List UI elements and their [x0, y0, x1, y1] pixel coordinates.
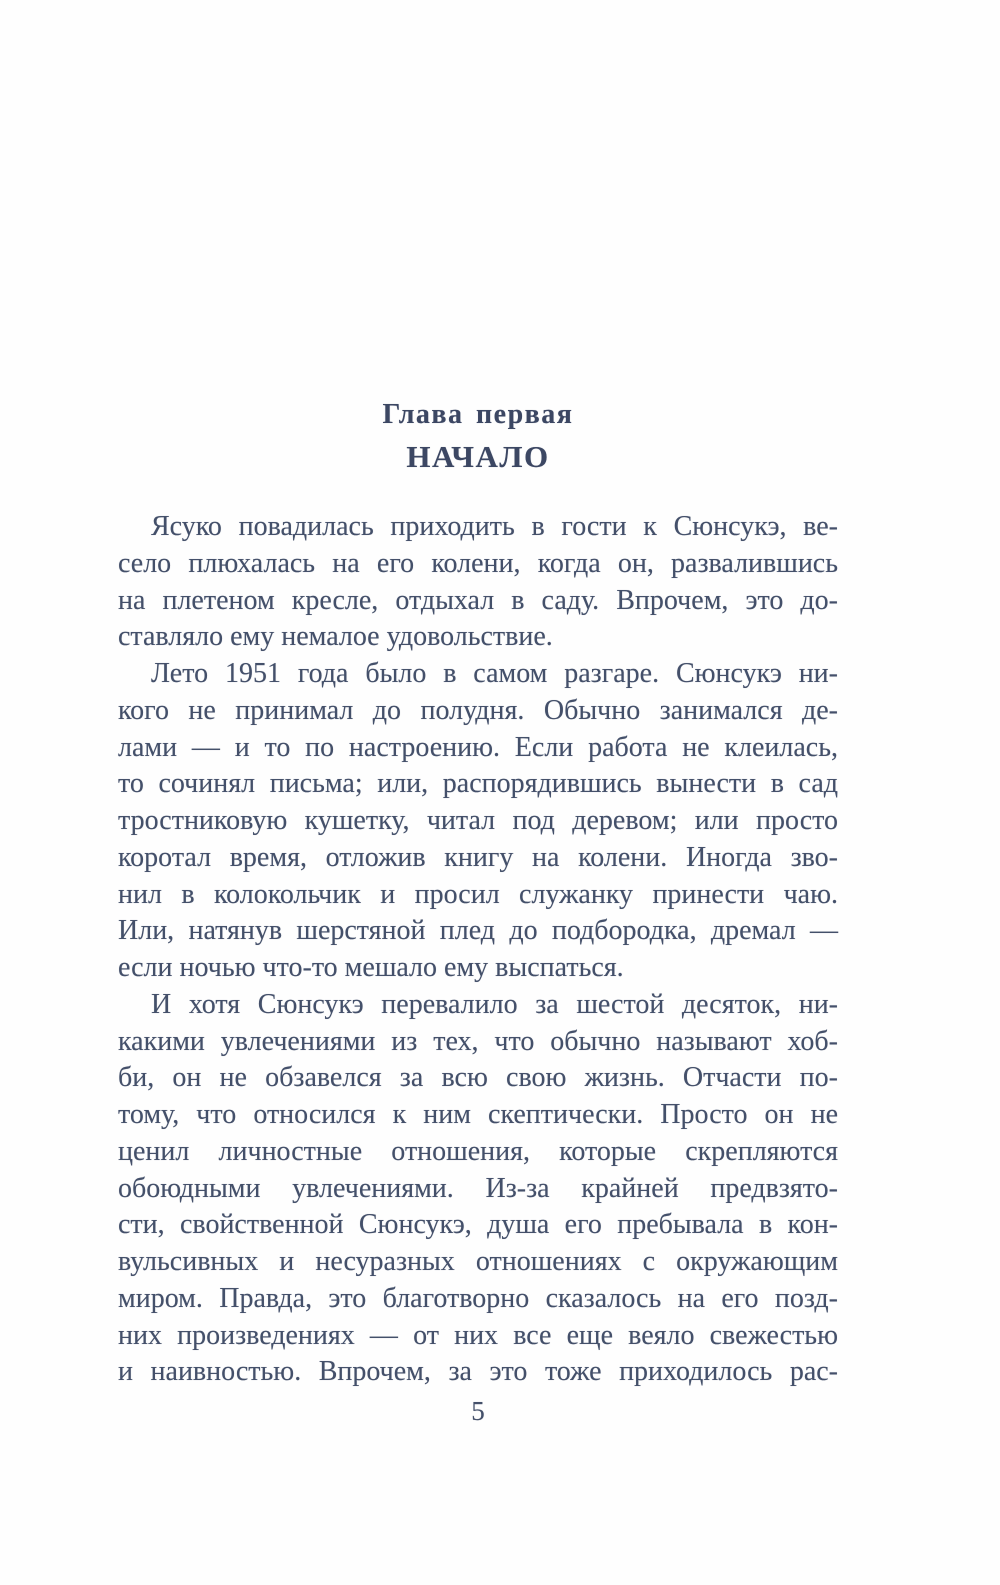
text-line: если ночью что-то мешало ему выспаться.	[118, 952, 624, 983]
text-line: обоюдными увлечениями. Из-за крайней предвзято-	[118, 1172, 838, 1204]
text-line: вульсивных и несуразных отношениях с окружающим	[118, 1246, 838, 1277]
paragraph	[118, 987, 838, 1391]
text-line: ставляло ему немалое удовольствие.	[118, 621, 553, 653]
chapter-heading-block	[118, 398, 838, 475]
text-line: Лето 1951 года было в самом разгаре. Сюнсукэ ни-	[151, 658, 838, 689]
page-number: 5	[471, 1396, 485, 1426]
text-line: на плетеном кресле, отдыхал в саду. Впрочем, это до-	[118, 584, 838, 616]
paragraph	[118, 509, 838, 656]
paragraph	[118, 656, 838, 987]
text-line: би, он не обзавелся за всю свою жизнь. Отчасти по-	[118, 1062, 838, 1094]
chapter-label: Глава первая	[382, 399, 574, 430]
text-line: тому, что относился к ним скептически. Просто он не	[118, 1099, 838, 1130]
text-line: Ясуко повадилась приходить в гости к Сюнсукэ, ве-	[151, 511, 838, 542]
chapter-title: НАЧАЛО	[406, 439, 550, 474]
text-line: тростниковую кушетку, читал под деревом; или просто	[118, 805, 838, 836]
text-line: нил в колокольчик и просил служанку принести чаю.	[118, 878, 838, 910]
text-line: какими увлечениями из тех, что обычно называют хоб-	[118, 1025, 838, 1057]
text-line: и наивностью. Впрочем, за это тоже приходилось рас-	[118, 1356, 838, 1388]
text-line: кого не принимал до полудня. Обычно занимался де-	[118, 694, 838, 726]
text-line: лами — и то по настроению. Если работа не клеилась,	[118, 731, 838, 763]
text-line: миром. Правда, это благотворно сказалось на его позд-	[118, 1282, 838, 1314]
text-block	[118, 509, 838, 1391]
text-line: то сочинял письма; или, распорядившись вынести в сад	[118, 768, 838, 800]
text-line: коротал время, отложив книгу на колени. Иногда зво-	[118, 841, 838, 873]
text-line: село плюхалась на его колени, когда он, развалившись	[118, 547, 838, 579]
text-line: них произведениях — от них все еще веяло свежестью	[118, 1319, 838, 1351]
text-line: ценил личностные отношения, которые скрепляются	[118, 1135, 838, 1167]
text-line: сти, свойственной Сюнсукэ, душа его пребывала в кон-	[118, 1209, 838, 1241]
text-line: Или, натянув шерстяной плед до подбородка, дремал —	[118, 915, 838, 947]
text-line: И хотя Сюнсукэ перевалило за шестой десяток, ни-	[151, 988, 838, 1020]
